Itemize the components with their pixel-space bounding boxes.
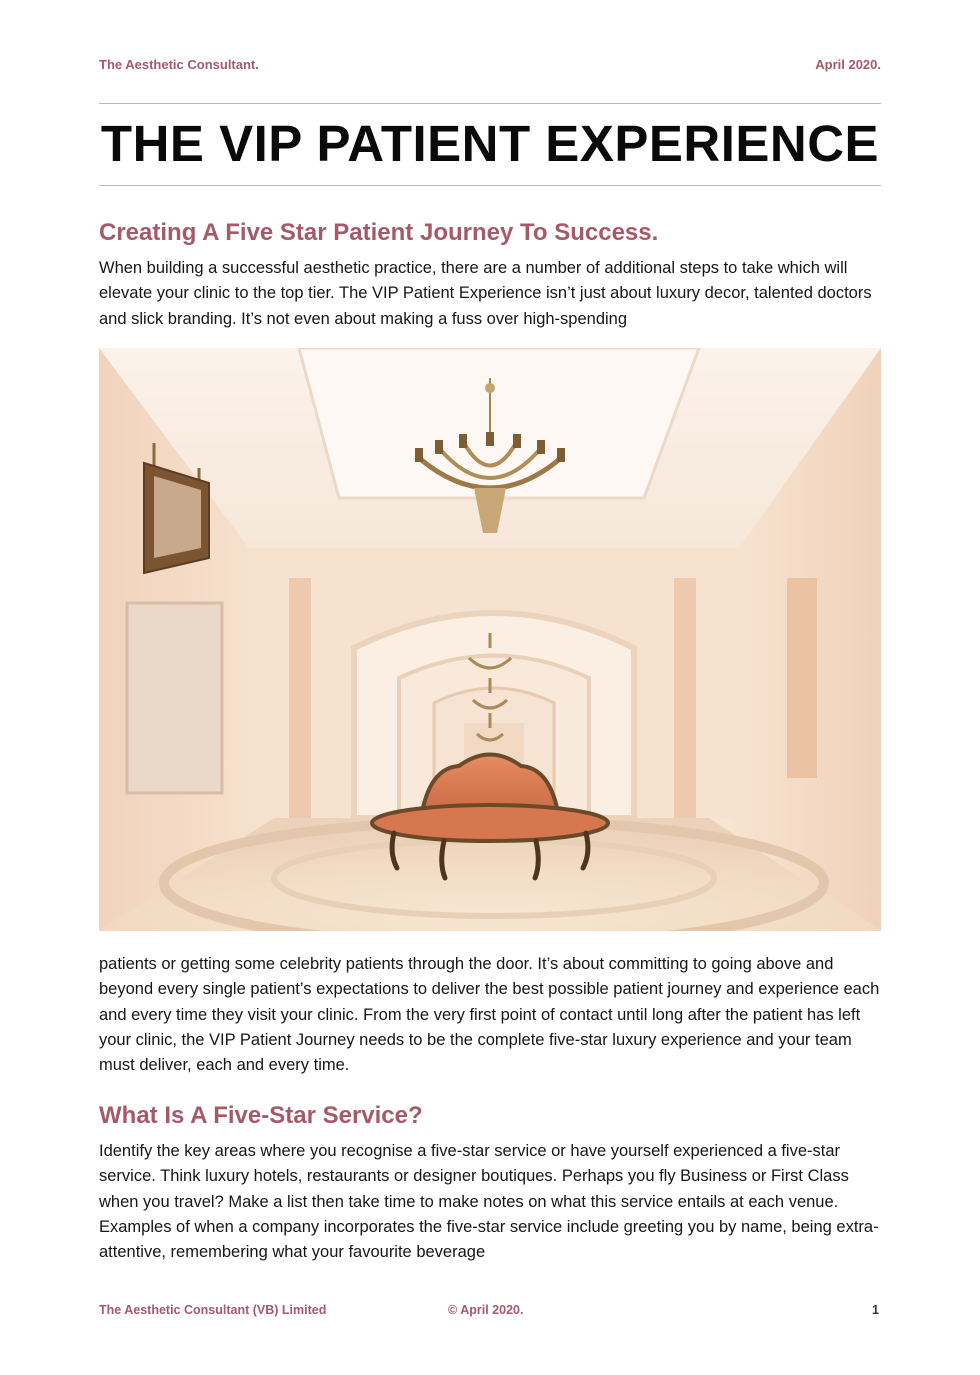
service-paragraph: Identify the key areas where you recognise a five-star service or have yourself experienced a five-star service. Think luxury hotels, restaurants or designer boutiques. Perhaps you fly Business or First Class when you travel? Make a list then take time to make notes on what this service entails at each venue. Examples of when a company incorporates the five-star service include greeting you by name, being extra-attentive, remembering what your favourite beverage <box>99 1142 879 1262</box>
header-date: April 2020. <box>815 57 881 72</box>
header-brand: The Aesthetic Consultant. <box>99 57 259 72</box>
journey-paragraph: patients or getting some celebrity patients through the door. It’s about committing to going above and beyond every single patient’s expectations to deliver the best possible patient journey and experience each and every time they visit your clinic. From the very first point of contact until long after the patient has left your clinic, the VIP Patient Journey needs to be the complete five-star luxury experience and your team must deliver, each and every time. <box>99 955 880 1075</box>
intro-paragraph: When building a successful aesthetic practice, there are a number of additional steps to take which will elevate your clinic to the top tier. The VIP Patient Experience isn’t just about luxury decor, talented doctors and slick branding. It’s not even about making a fuss over high-spending <box>99 259 872 328</box>
footer-copyright: © April 2020. <box>448 1303 524 1317</box>
section-heading-five-star-journey: Creating A Five Star Patient Journey To Success. <box>99 219 659 246</box>
section-heading-five-star-service: What Is A Five-Star Service? <box>99 1102 423 1129</box>
page-number: 1 <box>872 1303 879 1317</box>
title-rule-bottom <box>99 185 881 186</box>
lobby-photo <box>99 348 881 931</box>
title-rule-top <box>99 103 881 104</box>
footer-company: The Aesthetic Consultant (VB) Limited <box>99 1303 327 1317</box>
page-title: THE VIP PATIENT EXPERIENCE <box>100 115 880 172</box>
